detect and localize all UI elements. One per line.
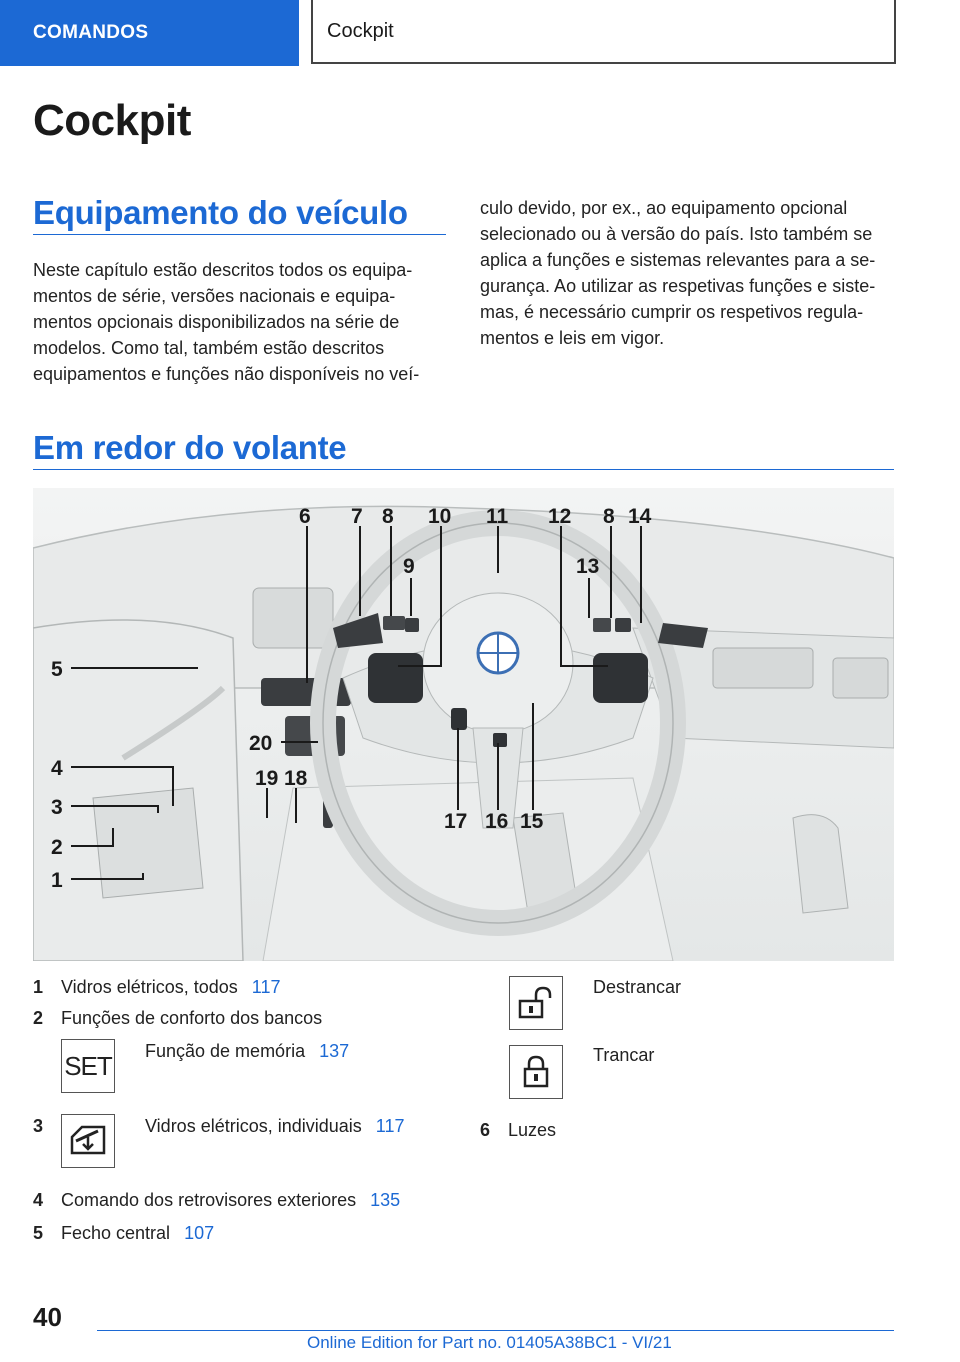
door-switch-panel bbox=[93, 788, 203, 898]
callout-1: 1 bbox=[51, 869, 63, 892]
air-vent-left bbox=[253, 588, 333, 648]
page-header bbox=[0, 0, 960, 66]
footer-edition: Online Edition for Part no. 01405A38BC1 - VI/21 bbox=[307, 1333, 672, 1352]
window-icon bbox=[61, 1114, 115, 1168]
legend-text: Vidros elétricos, individuais bbox=[145, 1116, 362, 1136]
page-ref-link[interactable]: 117 bbox=[375, 1116, 405, 1136]
air-vent-right bbox=[833, 658, 888, 698]
chapter-tab[interactable]: Cockpit bbox=[311, 0, 896, 64]
text-line: equipamentos e funções não disponíveis no veí- bbox=[33, 364, 420, 384]
callout-8b: 8 bbox=[603, 505, 615, 528]
callout-9: 9 bbox=[403, 555, 415, 578]
text-line: selecionado ou à versão do país. Isto também se bbox=[480, 224, 873, 244]
right-spoke-buttons bbox=[593, 653, 648, 703]
legend-text: Funções de conforto dos bancos bbox=[61, 1008, 323, 1028]
cockpit-illustration bbox=[33, 488, 894, 961]
legend-item bbox=[593, 1045, 654, 1066]
callout-20: 20 bbox=[249, 732, 273, 755]
legend-text-wrap bbox=[61, 1223, 214, 1244]
callout-11: 11 bbox=[486, 505, 509, 528]
legend-number: 6 bbox=[480, 1120, 491, 1140]
callout-15: 15 bbox=[520, 810, 544, 833]
m-button-center bbox=[493, 733, 507, 747]
callout-4: 4 bbox=[51, 757, 63, 780]
set-icon bbox=[61, 1039, 115, 1093]
legend-text: Fecho central bbox=[61, 1223, 171, 1243]
text-line: mas, é necessário cumprir os respetivos regula- bbox=[480, 302, 864, 322]
intro-paragraph-left bbox=[33, 257, 453, 387]
legend-text: Luzes bbox=[508, 1120, 557, 1140]
legend-text: Comando dos retrovisores exteriores bbox=[61, 1190, 357, 1210]
legend-text: Trancar bbox=[593, 1045, 655, 1065]
text-line: culo devido, por ex., ao equipamento opcional bbox=[480, 198, 848, 218]
lock-icon-glyph bbox=[516, 1054, 556, 1090]
section-tab[interactable]: COMANDOS bbox=[0, 0, 299, 66]
text-line: mentos de série, versões nacionais e equipa- bbox=[33, 286, 396, 306]
callout-12: 12 bbox=[548, 505, 572, 528]
legend-item bbox=[593, 977, 681, 998]
text-line: aplica a funções e sistemas relevantes para a se- bbox=[480, 250, 876, 270]
legend-number: 3 bbox=[33, 1116, 44, 1136]
stalk-cruise bbox=[615, 618, 631, 632]
set-icon-label: SET bbox=[64, 1050, 112, 1081]
callout-5: 5 bbox=[51, 658, 63, 681]
callout-18: 18 bbox=[284, 767, 308, 790]
legend-text: Destrancar bbox=[593, 977, 682, 997]
stalk-right bbox=[593, 618, 611, 632]
legend-text-wrap bbox=[61, 977, 280, 998]
callout-6: 6 bbox=[299, 505, 311, 528]
intro-paragraph-right bbox=[480, 195, 900, 351]
stalk-left bbox=[383, 616, 405, 630]
page-number: 40 bbox=[33, 1302, 62, 1332]
callout-16: 16 bbox=[485, 810, 509, 833]
page-ref-link[interactable]: 135 bbox=[370, 1190, 401, 1210]
door-panel-shape bbox=[33, 620, 243, 961]
text-line: mentos e leis em vigor. bbox=[480, 328, 665, 348]
page-ref-link[interactable]: 117 bbox=[251, 977, 281, 997]
legend-text: Função de memória bbox=[145, 1041, 306, 1061]
window-icon-glyph bbox=[68, 1123, 108, 1159]
stalk-wiper bbox=[405, 618, 419, 632]
text-line: gurança. Ao utilizar as respetivas funções e siste- bbox=[480, 276, 876, 296]
unlock-icon bbox=[509, 976, 563, 1030]
legend-number: 2 bbox=[33, 1008, 44, 1028]
section-rule bbox=[33, 469, 894, 470]
legend-number: 1 bbox=[33, 977, 44, 997]
callout-19: 19 bbox=[255, 767, 279, 790]
page-title: Cockpit bbox=[33, 96, 191, 145]
page-ref-link[interactable]: 137 bbox=[319, 1041, 350, 1061]
legend-item bbox=[145, 1041, 349, 1062]
legend-number: 4 bbox=[33, 1190, 44, 1210]
callout-2: 2 bbox=[51, 836, 63, 859]
left-spoke-buttons bbox=[368, 653, 423, 703]
page-ref-link[interactable]: 107 bbox=[184, 1223, 215, 1243]
callout-13: 13 bbox=[576, 555, 600, 578]
callout-10: 10 bbox=[428, 505, 452, 528]
text-line: Neste capítulo estão descritos todos os equipa- bbox=[33, 260, 413, 280]
section-heading-equipment: Equipamento do veículo bbox=[33, 194, 408, 231]
callout-17: 17 bbox=[444, 810, 468, 833]
air-vent-center bbox=[713, 648, 813, 688]
legend-number: 5 bbox=[33, 1223, 44, 1243]
section-heading-steering: Em redor do volante bbox=[33, 429, 347, 466]
footer-rule bbox=[97, 1330, 894, 1331]
legend-text-wrap bbox=[61, 1190, 400, 1211]
cockpit-drawing bbox=[33, 488, 894, 961]
lock-icon bbox=[509, 1045, 563, 1099]
text-line: mentos opcionais disponibilizados na série de bbox=[33, 312, 400, 332]
callout-7: 7 bbox=[351, 505, 363, 528]
text-line: modelos. Como tal, também estão descritos bbox=[33, 338, 385, 358]
callout-8a: 8 bbox=[382, 505, 394, 528]
legend-text: Vidros elétricos, todos bbox=[61, 977, 238, 997]
callout-3: 3 bbox=[51, 796, 63, 819]
callout-14: 14 bbox=[628, 505, 652, 528]
section-rule bbox=[33, 234, 446, 235]
m-button-left bbox=[451, 708, 467, 730]
legend-item bbox=[145, 1116, 404, 1137]
unlock-icon-glyph bbox=[516, 985, 556, 1021]
